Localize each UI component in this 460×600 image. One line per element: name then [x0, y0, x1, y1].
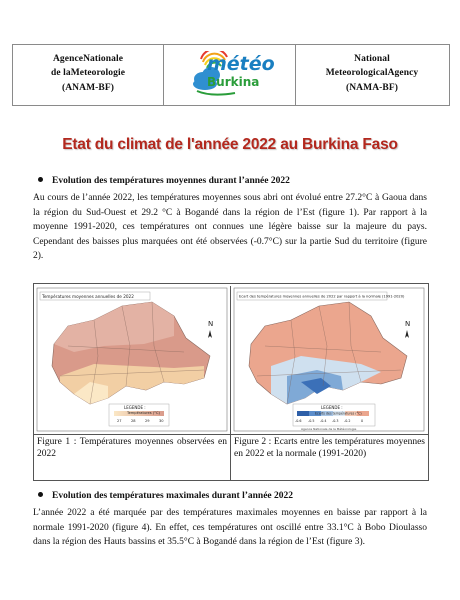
nama-org-block — [295, 45, 449, 105]
figure1-tick: 29 — [145, 419, 150, 423]
north-arrow-icon: N — [208, 320, 214, 328]
section2-heading — [38, 491, 293, 501]
org-name-line1: AgenceNationale — [52, 54, 124, 64]
bullet-icon — [38, 492, 43, 497]
figure1-legend-label: Températures (°C) — [127, 411, 160, 415]
logo-subtitle: Burkina — [207, 75, 260, 89]
figure-credit: Agence Nationale de la Météorologie — [301, 427, 357, 431]
logo-block — [163, 45, 296, 105]
org-acronym: (ANAM-BF) — [61, 83, 115, 93]
figure2-map-title: Ecart des températures moyennes annuelles de 2022 par rapport à la normale (1991-2020) — [239, 294, 405, 299]
figure2-image — [231, 286, 428, 435]
section1-paragraph: Au cours de l’année 2022, les températures moyennes sous abri ont évolué entre 27.2°C à Gaoua dans la région du Sud-Ouest et 29.2 °C à Bogandé dans la région de l’Est (figure 1). Par rapport à la moyenne 1991-2020, ces températures ont connues une légère baisse sur la majeure du pays. Cependant des baisses plus marquées ont été observées (-0.7°C) sur la partie Sud du territoire (figure 2). — [33, 193, 427, 262]
figure2-caption: Figure 2 : Ecarts entre les températures moyennes en 2022 et la normale (1991-2020) — [234, 437, 425, 459]
figure1-tick: 28 — [131, 419, 136, 423]
figure1-tick: 30 — [159, 419, 164, 423]
figure1-tick: 27 — [117, 419, 122, 423]
north-arrow-icon: N — [405, 320, 411, 328]
figure2-tick: -0.6 — [295, 419, 302, 423]
figure2-tick: 0 — [361, 419, 364, 423]
figure1-map-title: Températures moyennes annuelles de 2022 — [42, 294, 134, 299]
figure2-tick: -0.2 — [344, 419, 351, 423]
figure2-legend-label: Ecarts des températures (°C) — [315, 411, 362, 416]
letterhead — [12, 44, 450, 106]
org-name-line1-en: National — [354, 54, 390, 64]
section1-heading-text: Evolution des températures moyennes durant l’année 2022 — [52, 176, 290, 186]
figure2-legend-title: LEGENDE : — [321, 405, 343, 410]
anam-org-block — [13, 45, 164, 105]
section2-paragraph: L’année 2022 a été marquée par des températures maximales moyennes en baisse par rapport à la normale 1991-2020 (figure 4). En effet, ces températures ont oscillé entre 33.1°C à Bobo Dioulasso dans la région des Hauts bassins et 35.5°C à Bogandé dans la région de l’Est (figure 3). — [33, 508, 427, 548]
figure1-legend-title: LEGENDE : — [124, 405, 146, 410]
section2-heading-text: Evolution des températures maximales durant l’année 2022 — [52, 491, 294, 501]
figure2-tick: -0.5 — [308, 419, 315, 423]
section1-heading — [38, 176, 290, 186]
figure1-caption: Figure 1 : Températures moyennes observées en 2022 — [37, 437, 227, 459]
figures-table — [33, 283, 429, 481]
bullet-icon — [38, 177, 43, 182]
figure1-map — [34, 286, 230, 434]
figure1-image — [34, 286, 231, 435]
figure2-map — [231, 286, 428, 434]
logo-wordmark: météo — [207, 53, 275, 75]
org-name-line2: de laMeteorologie — [50, 68, 126, 78]
org-name-line2-en: MeteorologicalAgency — [325, 68, 419, 78]
caption-divider — [230, 434, 231, 480]
document-title: Etat du climat de l'année 2022 au Burkina Faso — [62, 136, 398, 153]
figure2-tick: -0.3 — [332, 419, 339, 423]
org-acronym-en: (NAMA-BF) — [345, 83, 399, 93]
figure2-tick: -0.4 — [320, 419, 327, 423]
